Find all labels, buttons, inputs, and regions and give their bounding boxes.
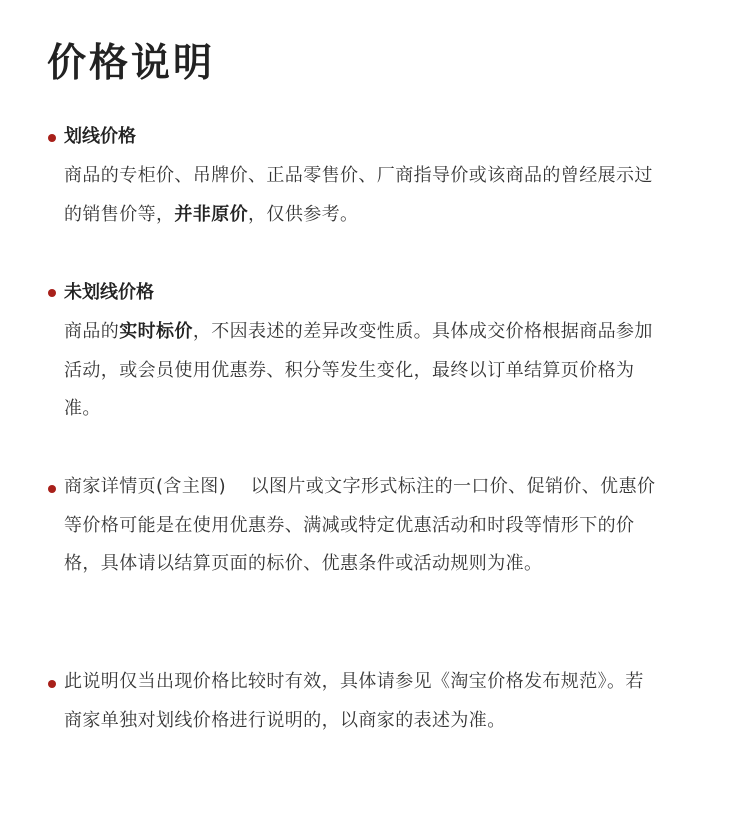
body-text: ，不因表述的差异改变性质。具体成交价格根据商品参加活动，或会员使用优惠券、积分等发生变化，最终以订单结算页价格为准。 bbox=[64, 321, 653, 419]
body-text: ，仅供参考。 bbox=[248, 203, 359, 225]
bullet-icon bbox=[48, 289, 56, 297]
body-text: 商品的 bbox=[64, 321, 120, 342]
section-heading: 划线价格 bbox=[64, 126, 136, 147]
section-body: 此说明仅当出现价格比较时有效，具体请参见《淘宝价格发布规范》。若商家单独对划线价格进行说明的，以商家的表述为准。 bbox=[64, 671, 644, 731]
body-emphasis: 实时标价 bbox=[119, 321, 193, 342]
section-body bbox=[64, 157, 656, 234]
section-body: 商家详情页(含主图) 以图片或文字形式标注的一口价、促销价、优惠价等价格可能是在使用优惠券、满减或特定优惠活动和时段等情形下的价格，具体请以结算页面的标价、优惠条件或活动规则为准。 bbox=[64, 476, 656, 574]
bullet-icon bbox=[48, 134, 56, 142]
section-heading: 未划线价格 bbox=[64, 282, 154, 303]
section-body bbox=[64, 313, 656, 429]
bullet-icon bbox=[48, 485, 56, 493]
bullet-icon bbox=[48, 680, 56, 688]
body-text: 商品的专柜价、吊牌价、正品零售价、厂商指导价或该商品的曾经展示过的销售价等， bbox=[64, 165, 653, 225]
body-emphasis: 并非原价 bbox=[174, 203, 249, 225]
page-title: 价格说明 bbox=[47, 41, 216, 86]
